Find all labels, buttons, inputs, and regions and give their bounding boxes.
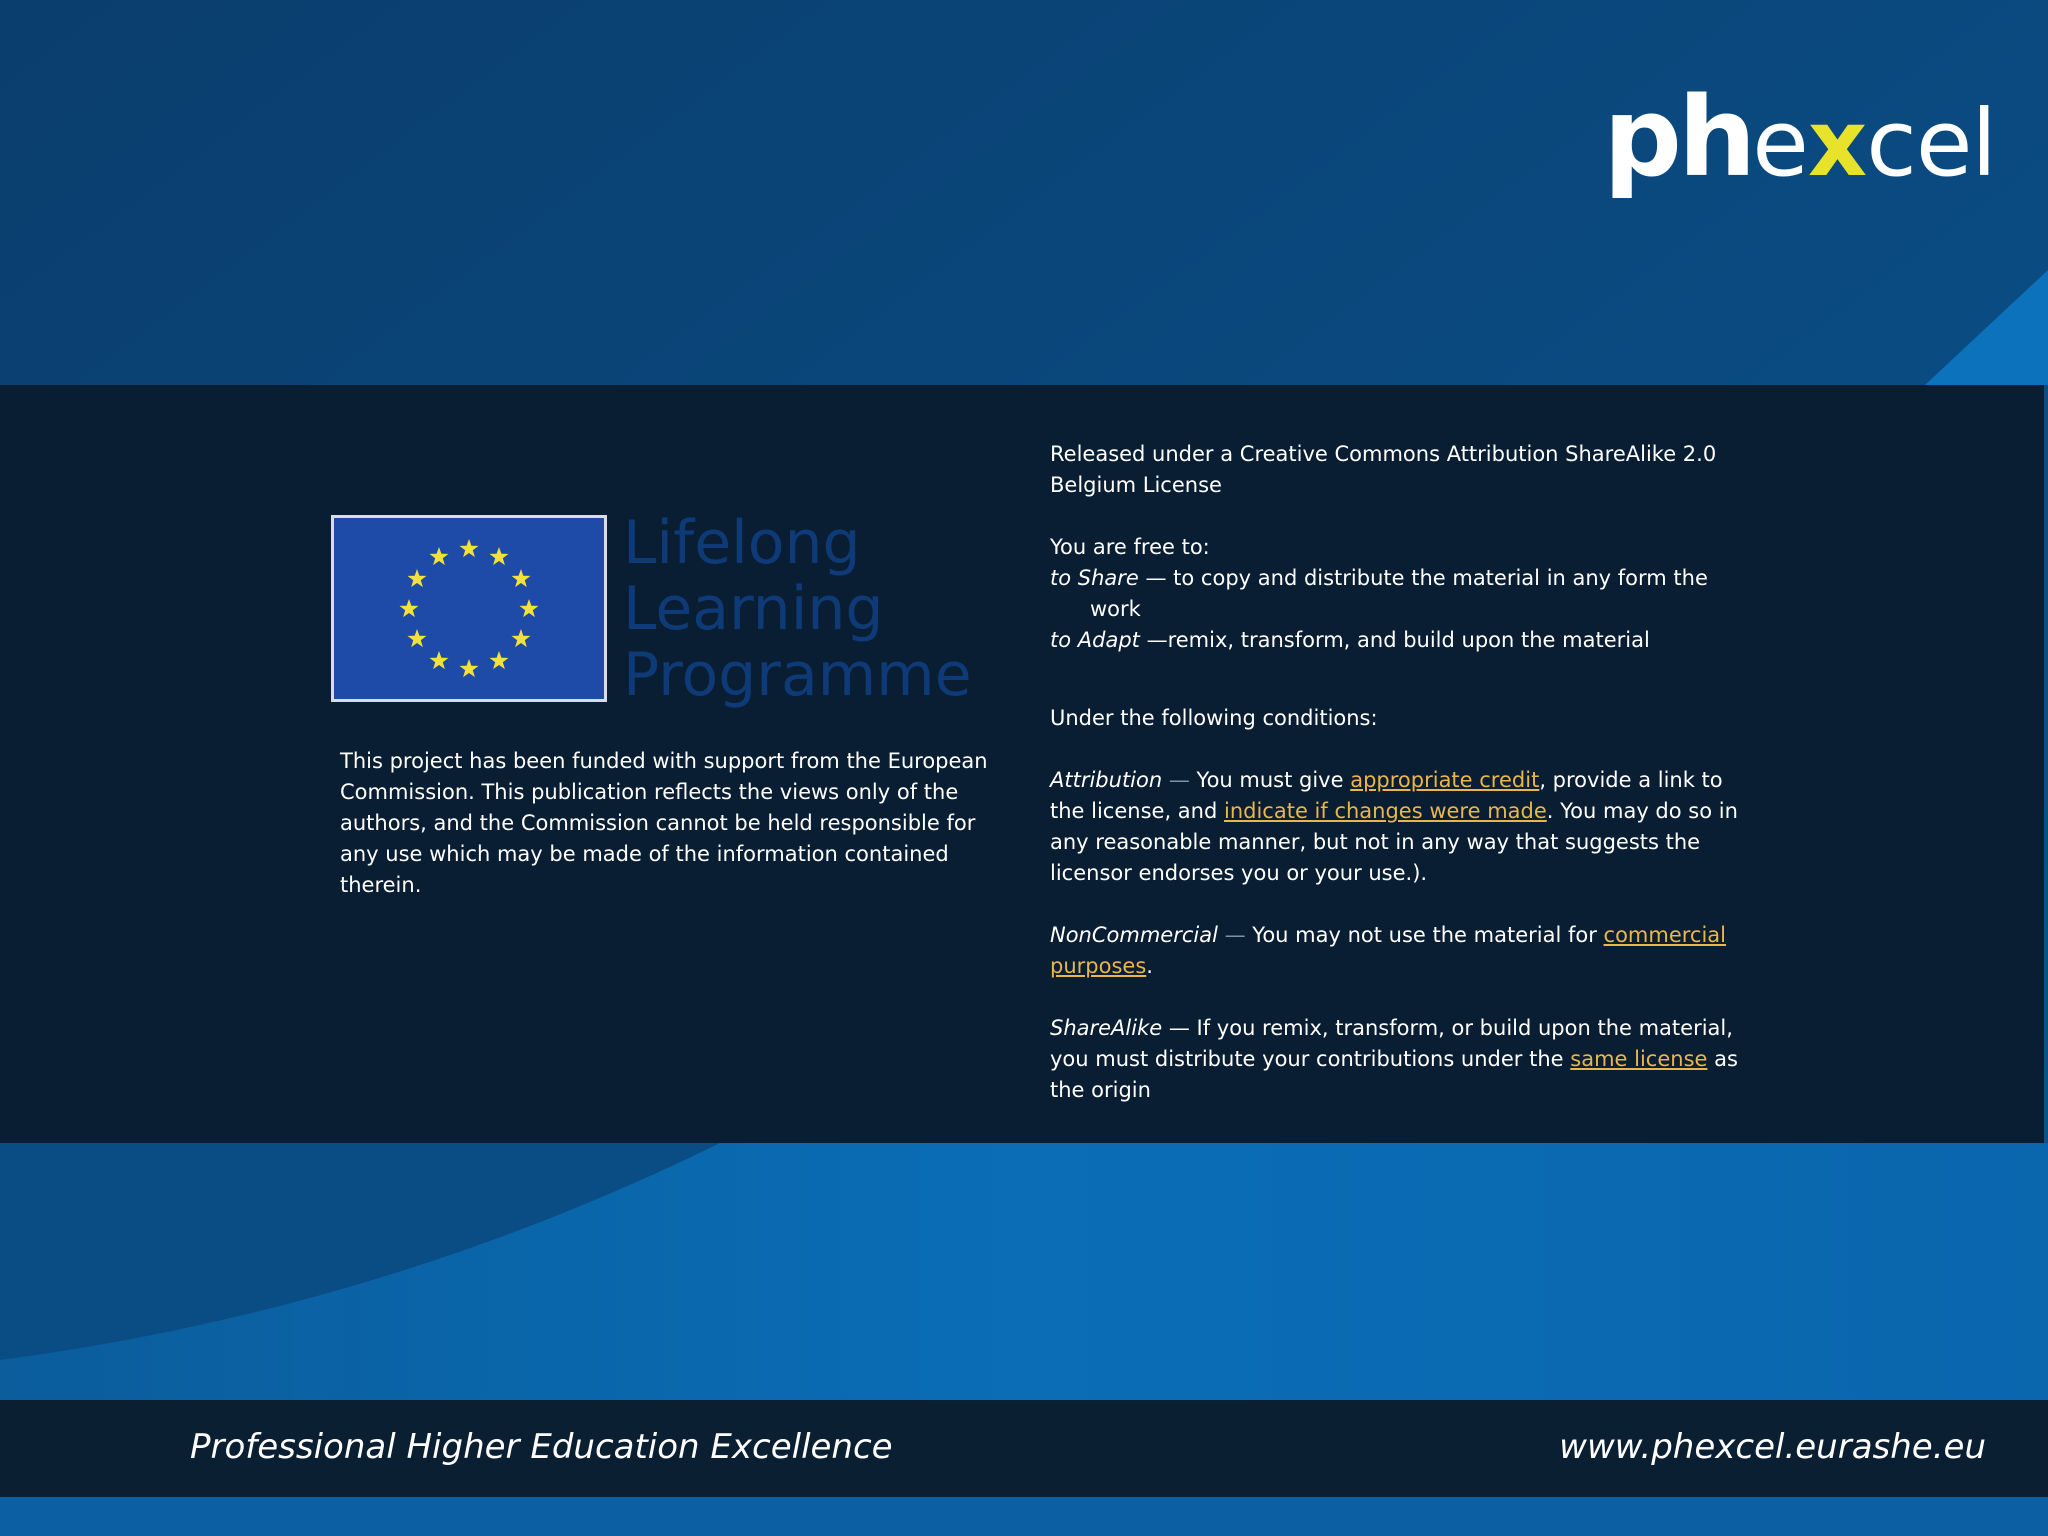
footer-url[interactable]: www.phexcel.eurashe.eu [1559,1427,1986,1467]
free-to-heading: You are free to: [1050,535,1210,559]
eu-star-icon [400,599,419,617]
eu-star-icon [460,659,479,677]
attribution-condition: Attribution — You must give appropriate credit, provide a link to the license, and indicate if changes were made. You may do so in any reasonable manner, but not in any way that suggests the licensor endorses you or your use.). [1050,768,1738,885]
lifelong-learning-logo-text: Lifelong Learning Programme [623,508,972,710]
eu-flag-logo [331,515,607,702]
footer-tagline: Professional Higher Education Excellence [190,1427,893,1467]
appropriate-credit-link[interactable]: appropriate credit [1350,768,1540,792]
indicate-changes-link[interactable]: indicate if changes were made [1223,799,1547,823]
eu-star-icon [408,569,427,587]
eu-star-icon [520,599,539,617]
license-released: Released under a Creative Commons Attribution ShareAlike 2.0 Belgium License [1050,442,1717,497]
license-block [1050,439,1750,1106]
eu-star-icon [490,547,509,565]
commercial-purposes-link[interactable]: commercial purposes [1050,923,1727,978]
eu-star-icon [512,569,531,587]
eu-star-icon [430,547,449,565]
sharealike-condition: ShareAlike — If you remix, transform, or build upon the material, you must distribute your contributions under the same license as the origin [1050,1016,1738,1102]
eu-star-icon [408,629,427,647]
noncommercial-condition: NonCommercial — You may not use the material for commercial purposes. [1050,923,1727,978]
same-license-link[interactable]: same license [1570,1047,1708,1071]
eu-star-icon [512,629,531,647]
funding-disclaimer: This project has been funded with support from the European Commission. This publication reflects the views only of the authors, and the Commission cannot be held responsible for any use which may be made of the information contained therein. [340,749,988,897]
phexcel-logo: phexcel [1603,73,1996,201]
eu-star-icon [430,651,449,669]
conditions-heading: Under the following conditions: [1050,706,1378,730]
share-item: to Share — to copy and distribute the material in any form the [1050,566,1708,590]
adapt-item: to Adapt —remix, transform, and build upon the material [1050,628,1650,652]
eu-star-icon [490,651,509,669]
eu-star-icon [460,539,479,557]
share-item-cont: work [1090,597,1141,621]
